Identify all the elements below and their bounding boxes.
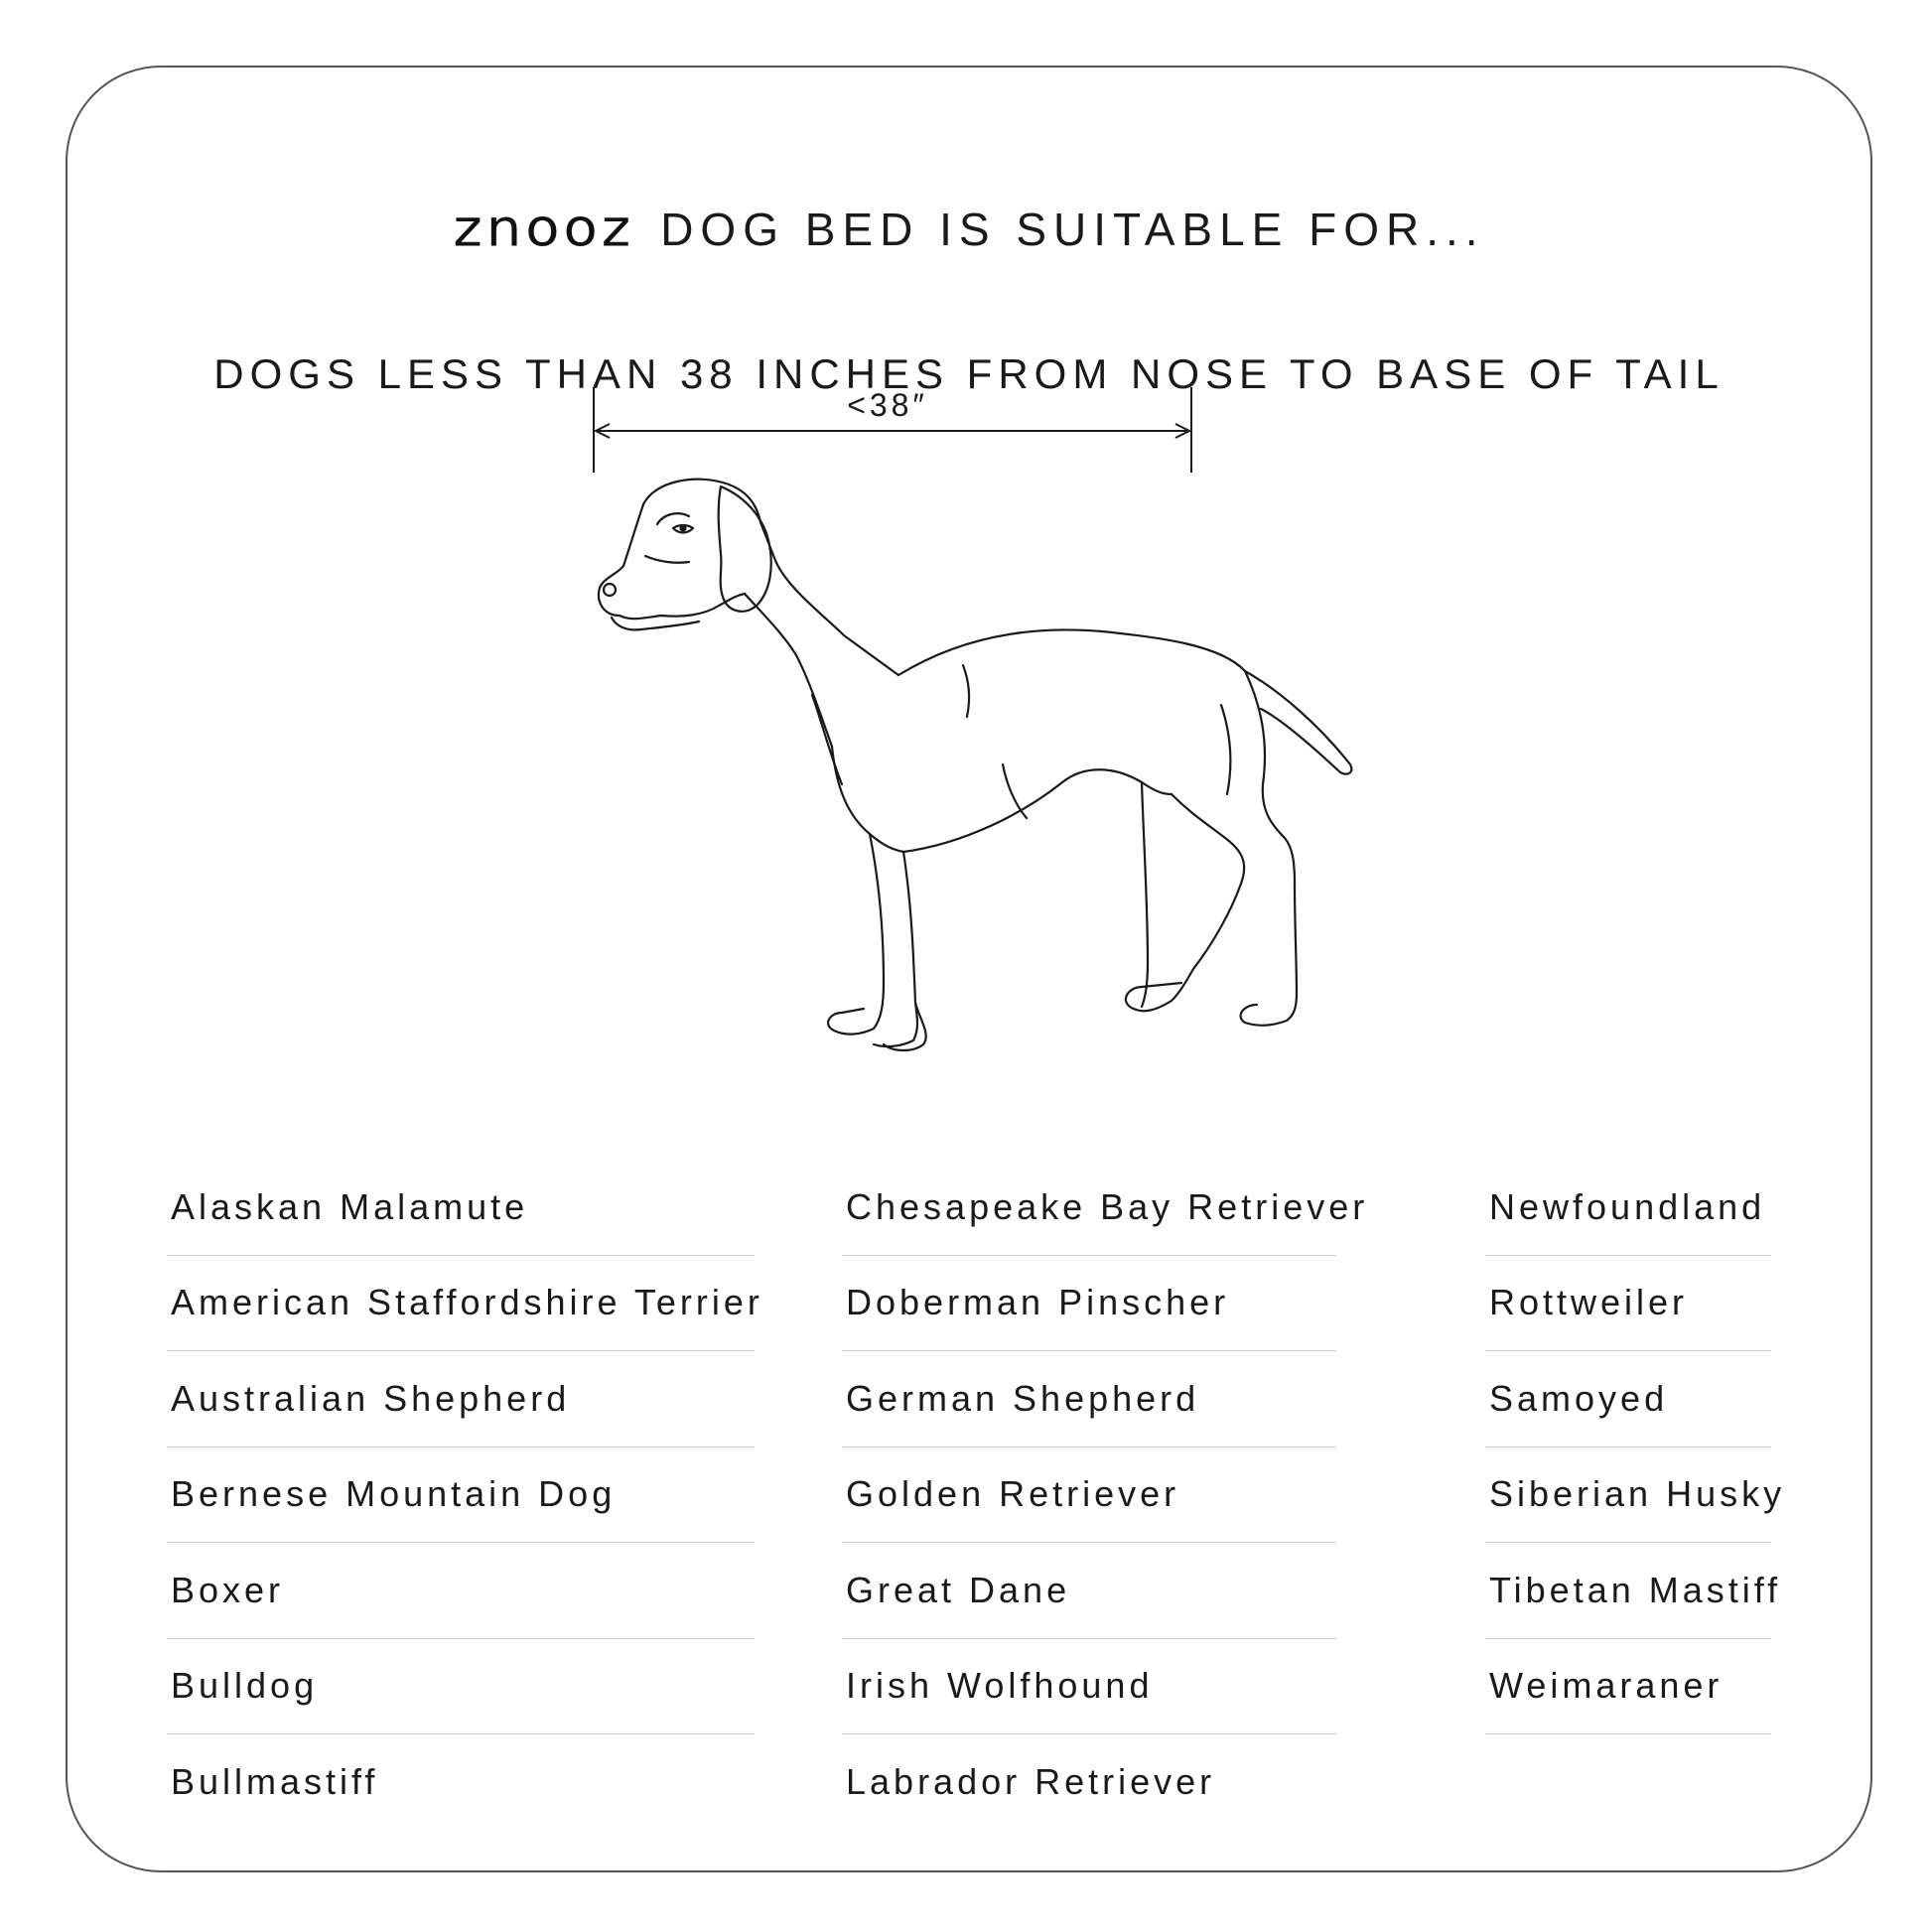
list-item: American Staffordshire Terrier — [167, 1256, 755, 1352]
list-item: Chesapeake Bay Retriever — [842, 1160, 1336, 1256]
list-item: Rottweiler — [1485, 1256, 1771, 1352]
list-item: Samoyed — [1485, 1351, 1771, 1448]
subtitle: DOGS LESS THAN 38 INCHES FROM NOSE TO BASE OF TAIL — [213, 350, 1725, 397]
headline: DOG BED IS SUITABLE FOR... — [660, 204, 1485, 255]
list-item: Alaskan Malamute — [167, 1160, 755, 1256]
list-item: Weimaraner — [1485, 1639, 1771, 1735]
breed-column-1 — [167, 1160, 763, 1831]
list-item: Bernese Mountain Dog — [167, 1448, 755, 1544]
list-item: Newfoundland — [1485, 1160, 1771, 1256]
breed-column-3 — [1485, 1160, 1786, 1734]
list-item: Great Dane — [842, 1543, 1336, 1639]
list-item: Doberman Pinscher — [842, 1256, 1336, 1352]
breed-column-2 — [842, 1160, 1369, 1831]
list-item: Australian Shepherd — [167, 1351, 755, 1448]
brand-logo: znooz — [453, 199, 635, 259]
list-item: Bullmastiff — [171, 1761, 379, 1803]
list-item: German Shepherd — [842, 1351, 1336, 1448]
list-item: Golden Retriever — [842, 1448, 1336, 1544]
list-item: Tibetan Mastiff — [1485, 1543, 1771, 1639]
list-item: Boxer — [167, 1543, 755, 1639]
list-item: Labrador Retriever — [846, 1761, 1216, 1803]
list-item: Bulldog — [167, 1639, 755, 1735]
list-item: Siberian Husky — [1485, 1448, 1771, 1544]
list-item: Irish Wolfhound — [842, 1639, 1336, 1735]
measurement-label: <38″ — [847, 387, 928, 423]
header — [68, 195, 1870, 264]
dog-illustration — [586, 467, 1360, 1052]
